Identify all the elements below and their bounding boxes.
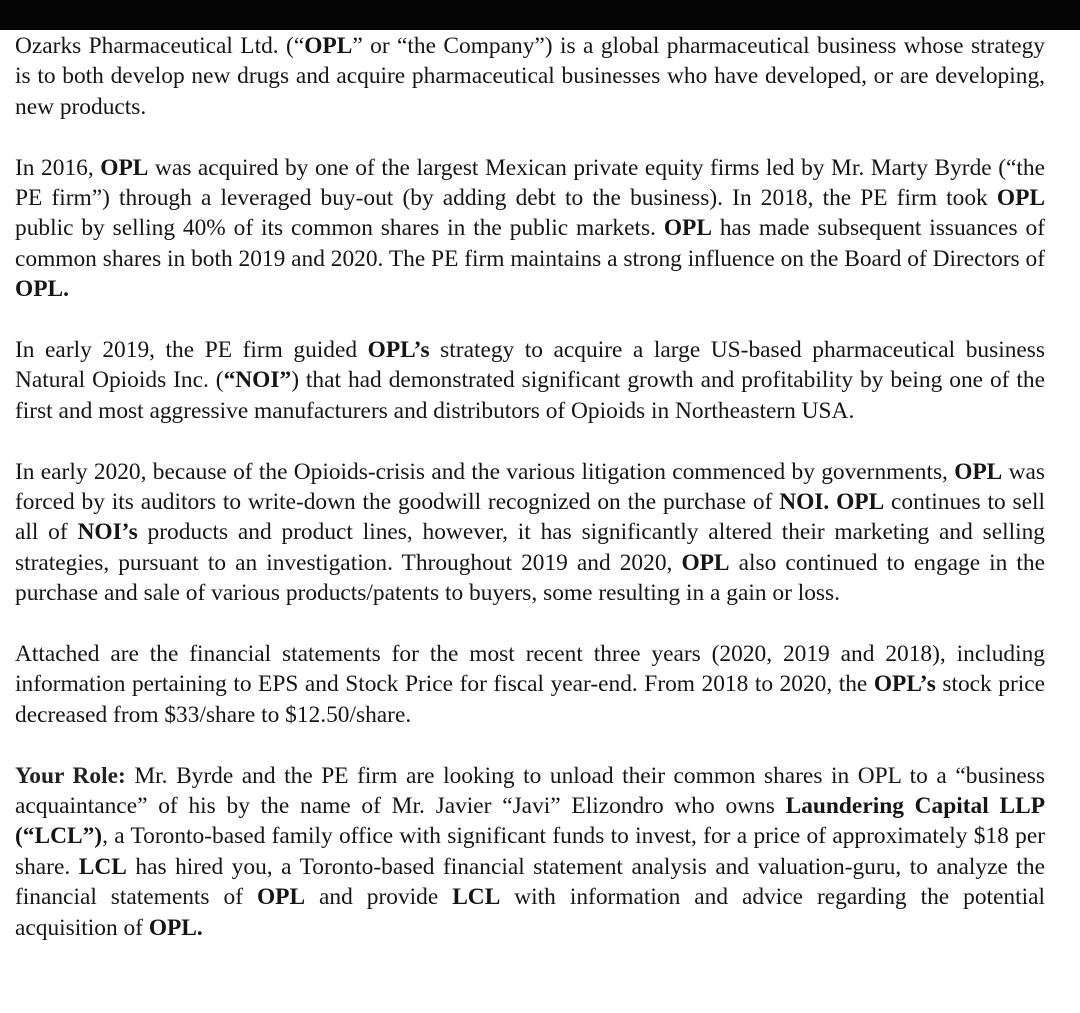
text-run: ” or “the Company”) is a global pharmaceutical business whose strategy is to both develop new drugs and acquire pharmaceutical businesses who have developed, or are developing, new products. bbox=[15, 33, 1045, 120]
paragraph-goodwill-writedown bbox=[15, 457, 1045, 609]
bold-run: OPL bbox=[954, 458, 1003, 485]
text-run: public by selling 40% of its common shares in the public markets. bbox=[15, 215, 664, 242]
text-run: strategy to acquire a large US-based pharmaceutical business Natural Opioids Inc. ( bbox=[15, 337, 1045, 394]
bold-run: NOI. bbox=[779, 489, 830, 516]
bold-run: OPL bbox=[256, 884, 306, 911]
paragraph-financial-statements bbox=[15, 639, 1045, 730]
text-run: and provide bbox=[305, 884, 453, 911]
bold-run: OPL. bbox=[148, 914, 203, 941]
paragraph-company-intro bbox=[15, 31, 1045, 122]
bold-run: OPL bbox=[681, 549, 730, 576]
bold-run: OPL bbox=[100, 154, 149, 181]
top-black-bar bbox=[0, 0, 1080, 30]
bold-run: OPL. bbox=[15, 276, 69, 303]
bold-run: OPL bbox=[304, 33, 353, 59]
text-run: with information and advice regarding the potential acquisition of bbox=[15, 884, 1045, 941]
text-run: Ozarks Pharmaceutical Ltd. (“ bbox=[15, 33, 305, 59]
text-run: products and product lines, however, it has significantly altered their marketing and selling strategies, pursuant to an investigation. Throughout 2019 and 2020, bbox=[15, 519, 1045, 576]
paragraph-acquisition-history bbox=[15, 153, 1045, 305]
bold-run: Laundering Capital LLP (“LCL”) bbox=[15, 793, 1045, 850]
text-run: continues to sell all of bbox=[15, 489, 1045, 546]
document-body bbox=[15, 31, 1045, 943]
bold-run: LCL bbox=[78, 853, 127, 880]
bold-run: OPL bbox=[836, 489, 885, 516]
text-run: has made subsequent issuances of common shares in both 2019 and 2020. The PE firm maintains a strong influence on the Board of Directors of bbox=[15, 215, 1046, 272]
text-run: stock price decreased from $33/share to $12.50/share. bbox=[15, 671, 1045, 728]
text-run: also continued to engage in the purchase and sale of various products/patents to buyers, some resulting in a gain or loss. bbox=[15, 549, 1045, 607]
text-run: has hired you, a Toronto-based financial statement analysis and valuation-guru, to analyze the financial statements of bbox=[15, 853, 1045, 911]
text-run: Mr. Byrde and the PE firm are looking to unload their common shares in OPL to a “business acquaintance” of his by the name of Mr. Javier “Javi” Elizondro who owns bbox=[15, 762, 1045, 820]
bold-run: OPL bbox=[663, 215, 712, 242]
text-run: In early 2020, because of the Opioids-crisis and the various litigation commenced by governments, bbox=[15, 458, 955, 485]
bold-run: NOI’s bbox=[77, 519, 138, 546]
your-role-label: Your Role: bbox=[15, 762, 126, 789]
text-run: , a Toronto-based family office with significant funds to invest, for a price of approximately $18 per share. bbox=[15, 823, 1045, 880]
text-run: ) that had demonstrated significant growth and profitability by being one of the first and most aggressive manufacturers and distributors of Opioids in Northeastern USA. bbox=[15, 367, 1045, 424]
text-run: Attached are the financial statements for the most recent three years (2020, 2019 and 2018), including information pertaining to EPS and Stock Price for fiscal year-end. From 2018 to 2020, the bbox=[15, 641, 1045, 698]
text-run: In 2016, bbox=[15, 154, 101, 181]
bold-run: OPL’s bbox=[367, 337, 430, 364]
paragraph-noi-acquisition bbox=[15, 335, 1045, 426]
bold-run: OPL bbox=[996, 185, 1045, 212]
bold-run: “NOI” bbox=[223, 367, 292, 394]
text-run: was forced by its auditors to write-down the goodwill recognized on the purchase of bbox=[15, 458, 1045, 516]
bold-run: OPL’s bbox=[873, 671, 936, 698]
paragraph-your-role bbox=[15, 761, 1045, 943]
bold-run: LCL bbox=[452, 884, 501, 911]
text-run: was acquired by one of the largest Mexican private equity firms led by Mr. Marty Byrde (“the PE firm”) through a leveraged buy-out (by adding debt to the business). In 2018, the PE firm took bbox=[15, 154, 1045, 212]
text-run: In early 2019, the PE firm guided bbox=[15, 337, 368, 364]
